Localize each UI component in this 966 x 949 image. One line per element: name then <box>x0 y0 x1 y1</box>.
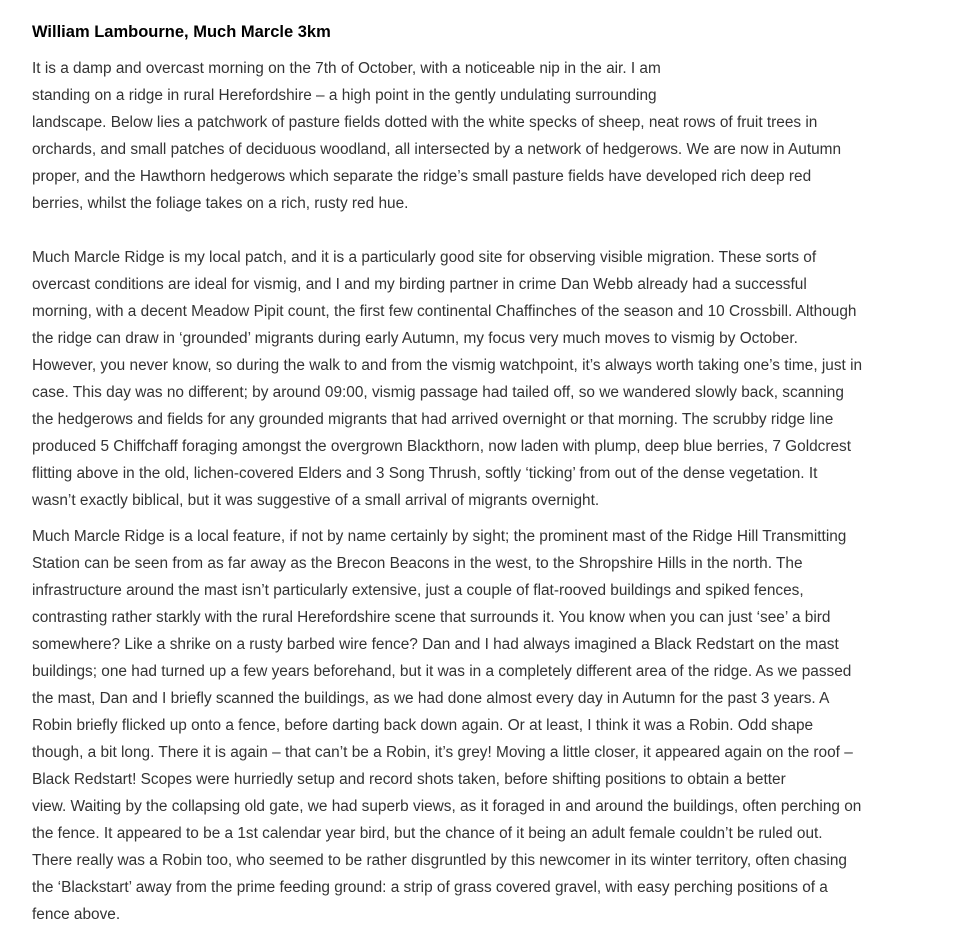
paragraph-line: orchards, and small patches of deciduous woodland, all intersected by a network of hedgerows. We are now in Autumn <box>32 141 842 158</box>
paragraph-line: morning, with a decent Meadow Pipit count, the first few continental Chaffinches of the season and 10 Crossbill. Although <box>32 303 857 320</box>
paragraph-line: the hedgerows and fields for any grounded migrants that had arrived overnight or that morning. The scrubby ridge line <box>32 411 834 428</box>
paragraph-line: the ‘Blackstart’ away from the prime feeding ground: a strip of grass covered gravel, with easy perching positions of a <box>32 879 828 896</box>
paragraph-line: contrasting rather starkly with the rural Herefordshire scene that surrounds it. You know when you can just ‘see’ a bird <box>32 609 831 626</box>
paragraph-line: case. This day was no different; by around 09:00, vismig passage had tailed off, so we wandered slowly back, scanning <box>32 384 844 401</box>
article-paragraph-1 <box>32 55 944 217</box>
article-paragraph-2 <box>32 244 944 514</box>
paragraph-line: Much Marcle Ridge is a local feature, if not by name certainly by sight; the prominent mast of the Ridge Hill Transmitting <box>32 528 847 545</box>
paragraph-line: landscape. Below lies a patchwork of pasture fields dotted with the white specks of sheep, neat rows of fruit trees in <box>32 114 818 131</box>
paragraph-line: buildings; one had turned up a few years beforehand, but it was in a completely different area of the ridge. As we passed <box>32 663 852 680</box>
paragraph-line: Robin briefly flicked up onto a fence, before darting back down again. Or at least, I think it was a Robin. Odd shape <box>32 717 814 734</box>
paragraph-line: produced 5 Chiffchaff foraging amongst the overgrown Blackthorn, now laden with plump, deep blue berries, 7 Goldcrest <box>32 438 852 455</box>
paragraph-line: the fence. It appeared to be a 1st calendar year bird, but the chance of it being an adult female couldn’t be ruled out. <box>32 825 823 842</box>
paragraph-line: the ridge can draw in ‘grounded’ migrants during early Autumn, my focus very much moves to vismig by October. <box>32 330 798 347</box>
paragraph-line: though, a bit long. There it is again – that can’t be a Robin, it’s grey! Moving a little closer, it appeared again on the roof – <box>32 744 853 761</box>
paragraph-line: proper, and the Hawthorn hedgerows which separate the ridge’s small pasture fields have developed rich deep red <box>32 168 812 185</box>
article-title: William Lambourne, Much Marcle 3km <box>32 23 331 41</box>
paragraph-line: Station can be seen from as far away as the Brecon Beacons in the west, to the Shropshire Hills in the north. The <box>32 555 803 572</box>
paragraph-line: Much Marcle Ridge is my local patch, and it is a particularly good site for observing visible migration. These sorts of <box>32 249 817 266</box>
paragraph-line: standing on a ridge in rural Herefordshire – a high point in the gently undulating surrounding <box>32 87 657 104</box>
paragraph-line: view. Waiting by the collapsing old gate, we had superb views, as it foraged in and around the buildings, often perching on <box>32 798 862 815</box>
paragraph-line: overcast conditions are ideal for vismig, and I and my birding partner in crime Dan Webb already had a successful <box>32 276 807 293</box>
paragraph-line: fence above. <box>32 906 121 923</box>
paragraph-line: Black Redstart! Scopes were hurriedly setup and record shots taken, before shifting positions to obtain a better <box>32 771 786 788</box>
article-paragraph-3 <box>32 523 944 928</box>
paragraph-line: It is a damp and overcast morning on the 7th of October, with a noticeable nip in the air. I am <box>32 60 661 77</box>
paragraph-line: somewhere? Like a shrike on a rusty barbed wire fence? Dan and I had always imagined a Black Redstart on the mast <box>32 636 839 653</box>
paragraph-line: flitting above in the old, lichen-covered Elders and 3 Song Thrush, softly ‘ticking’ from out of the dense vegetation. It <box>32 465 818 482</box>
paragraph-line: wasn’t exactly biblical, but it was suggestive of a small arrival of migrants overnight. <box>32 492 600 509</box>
paragraph-line: However, you never know, so during the walk to and from the vismig watchpoint, it’s always worth taking one’s time, just in <box>32 357 863 374</box>
article <box>32 21 944 928</box>
paragraph-line: infrastructure around the mast isn’t particularly extensive, just a couple of flat-rooved buildings and spiked fences, <box>32 582 804 599</box>
paragraph-line: There really was a Robin too, who seemed to be rather disgruntled by this newcomer in its winter territory, often chasing <box>32 852 847 869</box>
paragraph-line: berries, whilst the foliage takes on a rich, rusty red hue. <box>32 195 409 212</box>
paragraph-line: the mast, Dan and I briefly scanned the buildings, as we had done almost every day in Autumn for the past 3 years. A <box>32 690 830 707</box>
